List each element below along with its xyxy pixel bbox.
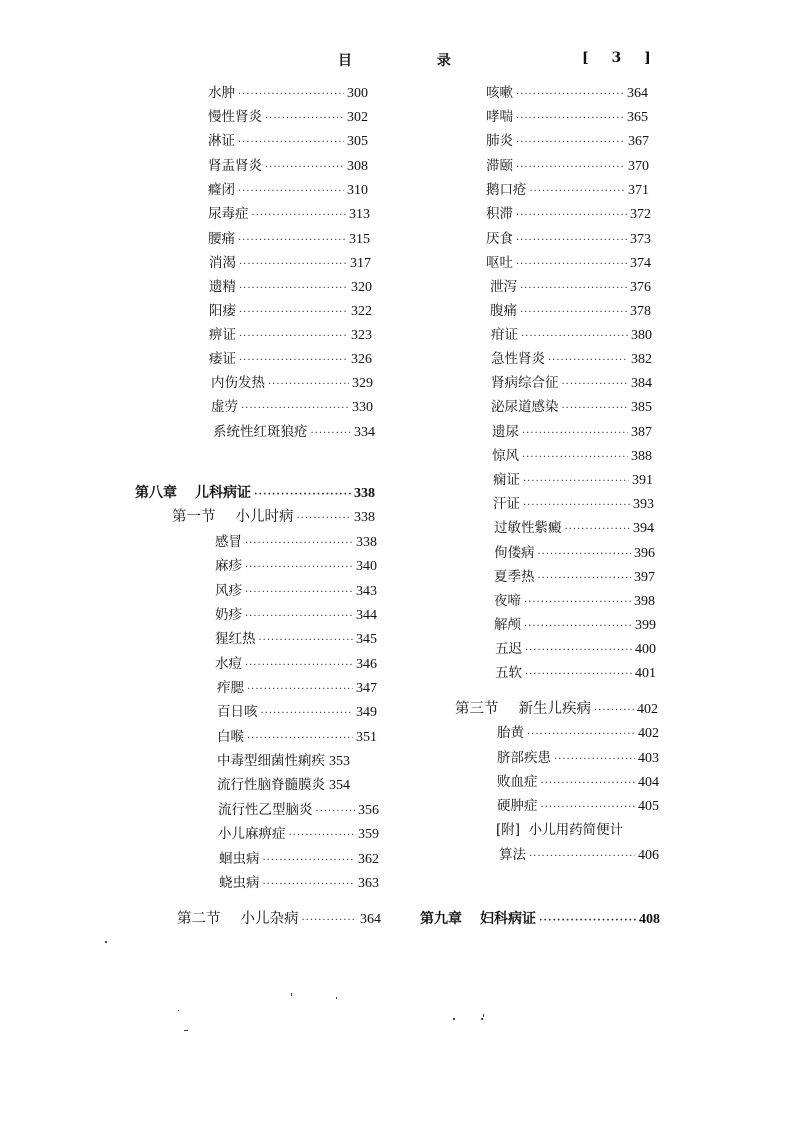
toc-entry[interactable]: 厌食 ····· 373 [486,230,651,250]
toc-entry[interactable]: 积滞 ····· 372 [486,205,651,225]
toc-entry[interactable]: 小儿麻痹症 ····· 359 [218,825,379,845]
toc-entry[interactable]: 百日咳 ····· 349 [217,703,377,723]
leader-dots [247,681,353,699]
toc-entry[interactable]: 泌尿道感染 ····· 385 [491,398,652,418]
toc-entry[interactable]: 虚劳 ····· 330 [211,398,373,418]
toc-entry[interactable]: 呕吐 ····· 374 [486,254,651,274]
toc-entry[interactable]: 白喉 ····· 351 [217,728,377,748]
leader-dots [289,827,356,845]
toc-entry[interactable]: 夜啼 ····· 398 [494,592,655,612]
toc-entry[interactable]: 淋证 ····· 305 [208,132,368,152]
toc-entry[interactable]: 感冒 ····· 338 [215,533,377,553]
leader-dots [522,425,628,443]
toc-entry[interactable]: 脐部疾患 ····· 403 [497,749,659,769]
leader-dots [562,376,629,394]
leader-dots [565,521,631,539]
leader-dots [524,594,631,612]
toc-entry[interactable]: 五迟 ····· 400 [495,640,656,660]
leader-dots [516,86,624,104]
leader-dots [263,876,356,894]
leader-dots [522,449,628,467]
leader-dots [523,473,629,491]
toc-section-1[interactable]: 第一节 小儿时病 ····· 338 [172,508,375,528]
toc-entry[interactable]: 疳证 ····· 380 [491,326,652,346]
toc-entry[interactable]: 流行性脑脊髓膜炎 354 [217,777,350,793]
toc-entry[interactable]: 流行性乙型脑炎 ····· 356 [218,801,379,821]
leader-dots [554,751,635,769]
leader-dots [252,207,347,225]
leader-dots [245,535,353,553]
leader-dots [523,497,630,515]
leader-dots [239,256,347,274]
leader-dots [538,570,632,588]
leader-dots [239,352,348,370]
leader-dots [516,207,627,225]
leader-dots [247,730,353,748]
toc-entry[interactable]: 猩红热 ····· 345 [215,630,377,650]
toc-entry[interactable]: 水痘 ····· 346 [215,655,377,675]
leader-dots [525,666,632,684]
leader-dots [516,134,625,152]
leader-dots [238,134,344,152]
toc-entry[interactable]: 滞颐 ····· 370 [486,157,649,177]
leader-dots [530,183,626,201]
toc-appendix-line2[interactable]: 算法 ····· 406 [499,846,659,866]
toc-entry[interactable]: 痿证 ····· 326 [209,350,372,370]
leader-dots [241,400,349,418]
leader-dots [594,702,634,720]
leader-dots [245,657,353,675]
toc-entry[interactable]: 鹅口疮 ····· 371 [486,181,649,201]
leader-dots [265,110,344,128]
scan-speck [336,997,337,999]
scan-speck [105,941,107,943]
leader-dots [520,304,627,322]
toc-section-3[interactable]: 第三节 新生儿疾病 ····· 402 [455,700,658,720]
toc-entry[interactable]: 硬肿症 ····· 405 [497,797,659,817]
toc-entry[interactable]: 解颅 ····· 399 [494,616,656,636]
toc-entry[interactable]: 痹证 ····· 323 [209,326,372,346]
leader-dots [539,912,636,930]
toc-entry[interactable]: 消渴 ····· 317 [209,254,371,274]
toc-entry[interactable]: 肾病综合征 ····· 384 [491,374,652,394]
toc-entry[interactable]: 五软 ····· 401 [495,664,656,684]
leader-dots [541,799,636,817]
scan-speck [453,1018,455,1020]
toc-entry[interactable]: 败血症 ····· 404 [497,773,659,793]
leader-dots [516,159,625,177]
toc-entry[interactable]: 遗精 ····· 320 [209,278,372,298]
leader-dots [254,486,351,504]
toc-section-2[interactable]: 第二节 小儿杂病 ····· 364 [177,910,381,930]
toc-entry[interactable]: 遗尿 ····· 387 [492,423,652,443]
toc-entry[interactable]: 哮喘 ····· 365 [486,108,648,128]
toc-entry[interactable]: 慢性肾炎 ····· 302 [208,108,368,128]
leader-dots [311,425,352,443]
scan-speck [291,993,292,996]
toc-entry[interactable]: 系统性红斑狼疮 ····· 334 [213,423,375,443]
leader-dots [297,510,352,528]
leader-dots [516,110,624,128]
toc-entry[interactable]: 腰痛 ····· 315 [208,230,370,250]
leader-dots [263,852,356,870]
toc-entry[interactable]: 尿毒症 ····· 313 [208,205,370,225]
leader-dots [538,546,632,564]
leader-dots [525,642,632,660]
scan-speck [178,1010,179,1011]
header-page-number: [ 3 ] [582,50,660,66]
scan-speck [481,1018,483,1020]
header-title: 目 录 [338,53,491,69]
toc-entry[interactable]: 痄腮 ····· 347 [217,679,377,699]
leader-dots [524,618,632,636]
leader-dots [302,912,358,930]
leader-dots [259,632,354,650]
toc-entry[interactable]: 急性肾炎 ····· 382 [491,350,652,370]
toc-entry[interactable]: 咳嗽 ····· 364 [486,84,648,104]
toc-entry[interactable]: 水肿 ····· 300 [208,84,368,104]
toc-entry[interactable]: 蛔虫病 ····· 362 [219,850,379,870]
leader-dots [265,159,344,177]
toc-appendix-line1[interactable]: [附] 小儿用药简便计 [496,822,624,838]
leader-dots [239,304,348,322]
leader-dots [239,328,348,346]
toc-chapter-9[interactable]: 第九章 妇科病证 ····· 408 [420,910,660,930]
toc-entry[interactable]: 夏季热 ····· 397 [494,568,655,588]
leader-dots [268,376,349,394]
leader-dots [238,232,346,250]
leader-dots [562,400,629,418]
toc-entry[interactable]: 惊风 ····· 388 [492,447,652,467]
toc-entry[interactable]: 肺炎 ····· 367 [486,132,649,152]
leader-dots [316,803,356,821]
leader-dots [548,352,628,370]
toc-entry[interactable]: 过敏性紫癜 ····· 394 [494,519,654,539]
leader-dots [245,584,353,602]
leader-dots [527,726,635,744]
leader-dots [238,86,344,104]
toc-entry[interactable]: 风疹 ····· 343 [215,582,377,602]
toc-entry[interactable]: 阳痿 ····· 322 [209,302,372,322]
toc-entry[interactable]: 肾盂肾炎 ····· 308 [208,157,368,177]
leader-dots [261,705,354,723]
leader-dots [238,183,344,201]
toc-entry[interactable]: 奶疹 ····· 344 [215,606,377,626]
toc-entry[interactable]: 麻疹 ····· 340 [215,557,377,577]
toc-entry[interactable]: 腹痛 ····· 378 [490,302,651,322]
toc-entry[interactable]: 痫证 ····· 391 [493,471,653,491]
leader-dots [245,608,353,626]
leader-dots [516,232,627,250]
leader-dots [239,280,348,298]
toc-chapter-8[interactable]: 第八章 儿科病证 ····· 338 [135,484,375,504]
leader-dots [521,328,628,346]
toc-entry[interactable]: 中毒型细菌性痢疾 353 [217,753,350,769]
toc-entry[interactable]: 泄泻 ····· 376 [490,278,651,298]
leader-dots [520,280,627,298]
leader-dots [516,256,627,274]
leader-dots [245,559,353,577]
toc-entry[interactable]: 癃闭 ····· 310 [208,181,368,201]
leader-dots [529,848,635,866]
leader-dots [541,775,636,793]
toc-entry[interactable]: 汗证 ····· 393 [493,495,654,515]
toc-entry[interactable]: 蛲虫病 ····· 363 [219,874,379,894]
toc-entry[interactable]: 佝偻病 ····· 396 [494,544,655,564]
toc-entry[interactable]: 胎黄 ····· 402 [497,724,659,744]
toc-entry[interactable]: 内伤发热 ····· 329 [211,374,373,394]
scan-speck [184,1030,188,1031]
scan-speck [483,1014,484,1017]
